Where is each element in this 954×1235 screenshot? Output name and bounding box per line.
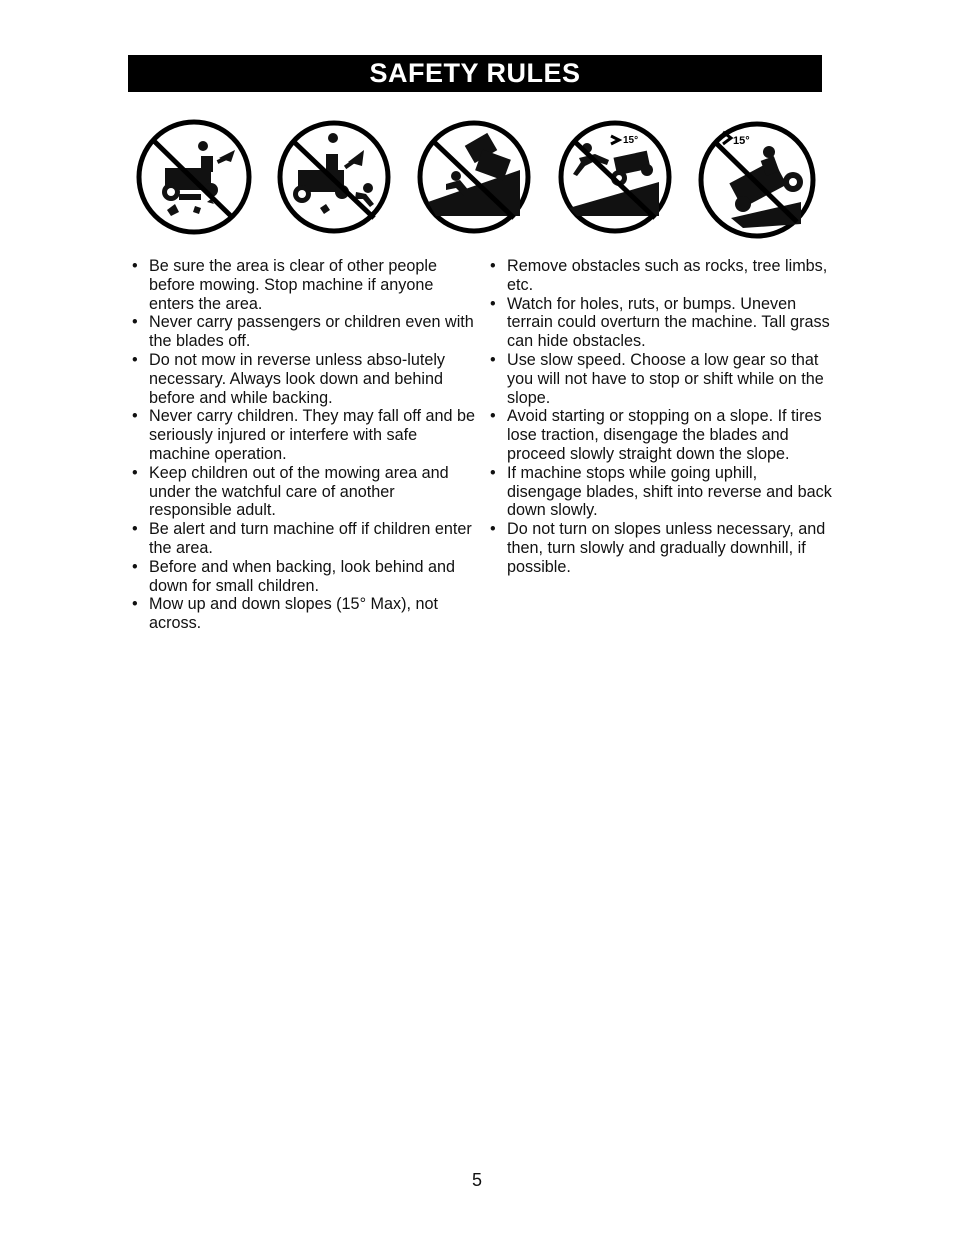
- slope-15-across-icon: [697, 118, 817, 242]
- list-item: • Remove obstacles such as rocks, tree limbs, etc.: [488, 257, 833, 295]
- list-item: • Mow up and down slopes (15° Max), not across.: [130, 595, 475, 633]
- list-item: • Never carry passengers or children even with the blades off.: [130, 313, 475, 351]
- list-item: • Use slow speed. Choose a low gear so that you will not have to stop or shift while on the slope.: [488, 351, 833, 407]
- list-item: • Do not turn on slopes unless necessary, and then, turn slowly and gradually downhill, if possible.: [488, 520, 833, 576]
- list-item: • Be sure the area is clear of other people before mowing. Stop machine if anyone enters the area.: [130, 257, 475, 313]
- page-number: 5: [471, 1170, 482, 1190]
- list-item: • Keep children out of the mowing area and under the watchful care of another responsible adult.: [130, 464, 475, 520]
- list-item: • If machine stops while going uphill, disengage blades, shift into reverse and back down slowly.: [488, 464, 833, 520]
- list-item: • Do not mow in reverse unless abso-lutely necessary. Always look down and behind before and while backing.: [130, 351, 475, 407]
- no-passengers-icon: [276, 118, 392, 236]
- list-item: • Watch for holes, ruts, or bumps. Uneven terrain could overturn the machine. Tall grass can hide obstacles.: [488, 295, 833, 351]
- page-title: SAFETY RULES: [369, 58, 581, 88]
- left-rules-column: [130, 257, 475, 633]
- safety-icons-row: [0, 118, 954, 242]
- title-bar: [128, 55, 822, 92]
- slope-angle-label: 15°: [623, 135, 639, 146]
- list-item: • Never carry children. They may fall off and be seriously injured or interfere with safe machine operation.: [130, 407, 475, 463]
- right-rules-column: [488, 257, 833, 577]
- list-item: • Avoid starting or stopping on a slope. If tires lose traction, disengage the blades and proceed slowly straight down the slope.: [488, 407, 833, 463]
- no-steep-slope-icon: [416, 118, 532, 236]
- no-mowing-near-people-icon: [135, 118, 253, 236]
- slope-15-uphill-icon: [557, 118, 673, 236]
- list-item: • Before and when backing, look behind and down for small children.: [130, 558, 475, 596]
- list-item: • Be alert and turn machine off if children enter the area.: [130, 520, 475, 558]
- slope-angle-label-2: 15°: [733, 135, 750, 147]
